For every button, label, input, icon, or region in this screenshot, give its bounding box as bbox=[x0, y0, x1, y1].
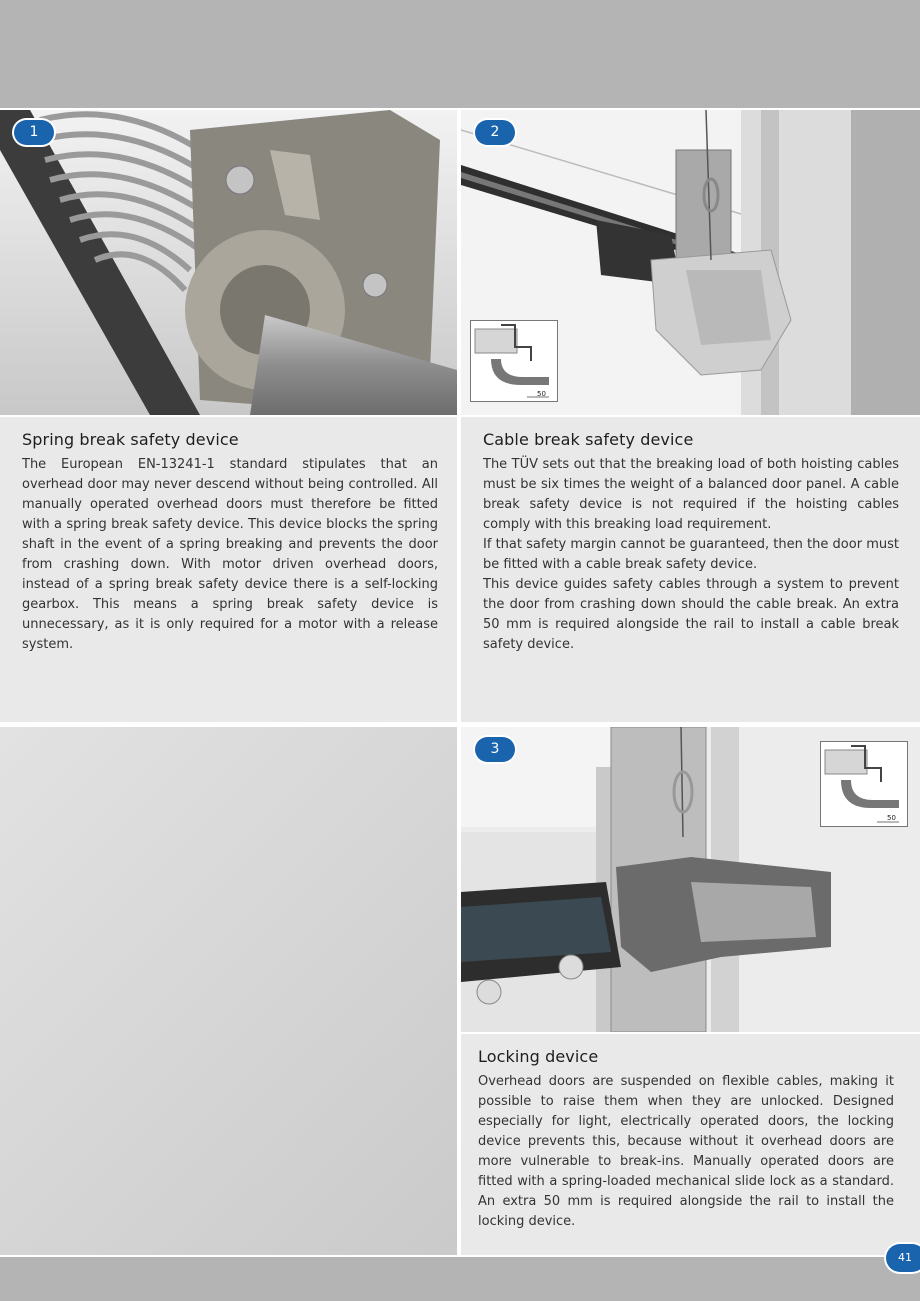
locking-device-text-block bbox=[478, 1047, 894, 1232]
cable-break-paragraph-1: The TÜV sets out that the breaking load of both hoisting cables must be six times the weight of a balanced door panel. A cable break safety device is not required if the hoisting cables comply with this breaking load requirement. bbox=[483, 457, 899, 532]
page-number: 41 bbox=[886, 1244, 920, 1272]
locking-device-inset-diagram bbox=[820, 741, 908, 827]
section-badge-3: 3 bbox=[475, 737, 515, 762]
locking-device-title: Locking device bbox=[478, 1047, 599, 1066]
locking-device-paragraph-1: Overhead doors are suspended on flexible cables, making it possible to raise them when they are unlocked. Designed especially for light, electrically operated doors, the locking device prevents this, because without it overhead doors are more vulnerable to break-ins. Manually operated doors are fitted with a spring-loaded mechanical slide lock as a standard. An extra 50 mm is required alongside the rail to install the locking device. bbox=[478, 1074, 894, 1229]
locking-inset-label: 50 bbox=[887, 814, 896, 822]
spring-break-paragraph-1: The European EN-13241-1 standard stipulates that an overhead door may never descend without being controlled. All manually operated overhead doors must therefore be fitted with a spring break safety device. This device blocks the spring shaft in the event of a spring breaking and prevents the door from crashing down. With motor driven overhead doors, instead of a spring break safety device there is a self-locking gearbox. This means a spring break safety device is unnecessary, as it is only required for a motor with a release system. bbox=[22, 457, 438, 652]
spring-break-text-block bbox=[22, 430, 438, 655]
spring-shaft-illustration bbox=[0, 110, 457, 415]
bottom-band bbox=[0, 1257, 920, 1301]
top-band bbox=[0, 0, 920, 108]
spring-break-title: Spring break safety device bbox=[22, 430, 239, 449]
empty-grey-panel bbox=[0, 727, 457, 1255]
cable-break-inset-diagram bbox=[470, 320, 558, 402]
cable-break-paragraph-2: If that safety margin cannot be guaranteed, then the door must be fitted with a cable break safety device. bbox=[483, 537, 899, 572]
cable-inset-label: 50 bbox=[537, 390, 546, 398]
spring-break-photo bbox=[0, 110, 457, 415]
section-badge-1: 1 bbox=[14, 120, 54, 145]
cable-break-title: Cable break safety device bbox=[483, 430, 694, 449]
section-badge-2: 2 bbox=[475, 120, 515, 145]
cable-break-paragraph-3: This device guides safety cables through a system to prevent the door from crashing down should the cable break. An extra 50 mm is required alongside the rail to install a cable break safety device. bbox=[483, 577, 899, 652]
cable-break-text-block bbox=[483, 430, 899, 655]
